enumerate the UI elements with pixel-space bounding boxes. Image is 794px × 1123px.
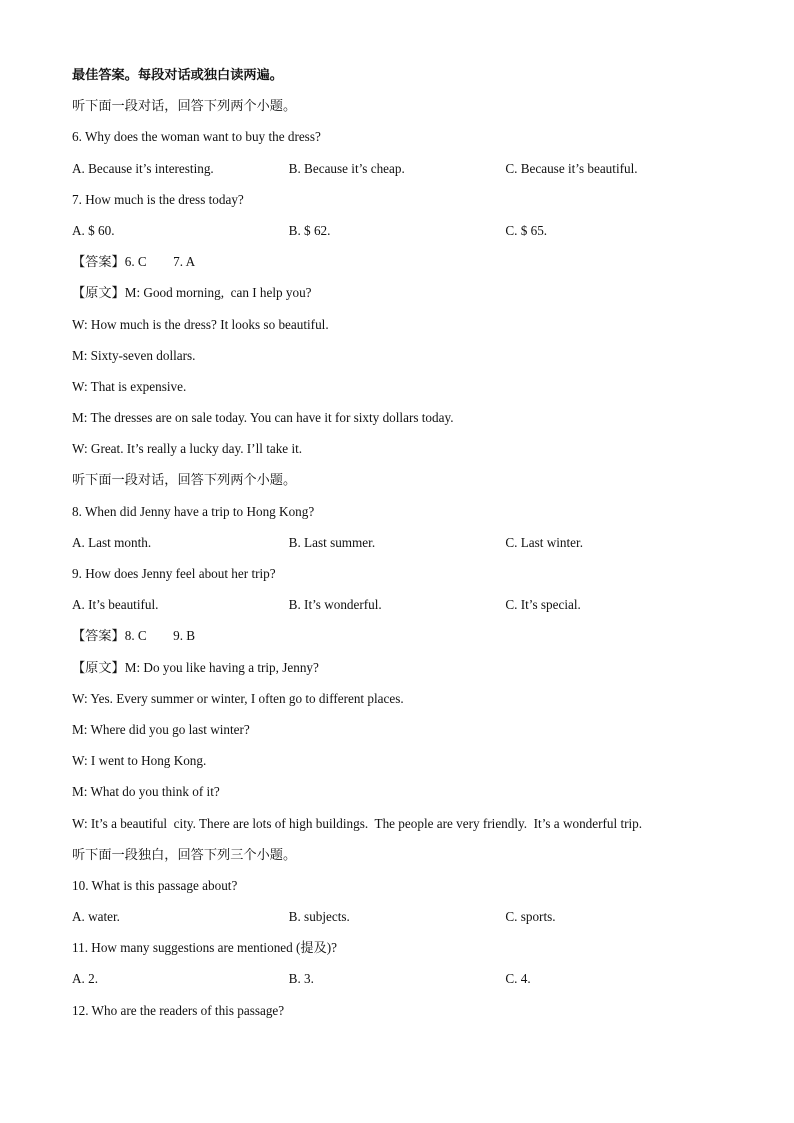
dialog2-instruction: 听下面一段对话，回答下列两个小题。 xyxy=(72,472,297,488)
question-8-options xyxy=(72,532,722,563)
option-b: B. Last summer. xyxy=(288,534,376,550)
question-6-options xyxy=(72,158,722,189)
question-11: 11. How many suggestions are mentioned (提及)? xyxy=(72,940,338,956)
transcript-line: W: Yes. Every summer or winter, I often go to different places. xyxy=(72,690,404,706)
question-9: 9. How does Jenny feel about her trip? xyxy=(72,566,276,581)
transcript-line: M: What do you think of it? xyxy=(72,784,220,800)
option-c: C. Last winter. xyxy=(505,534,583,550)
question-7: 7. How much is the dress today? xyxy=(72,191,244,207)
option-c: C. Because it’s beautiful. xyxy=(505,160,638,176)
option-a: A. It’s beautiful. xyxy=(72,597,159,613)
transcript-line: W: Great. It’s really a lucky day. I’ll take it. xyxy=(72,441,303,457)
question-10-options xyxy=(72,906,722,937)
option-c: C. $ 65. xyxy=(505,222,548,238)
option-b: B. subjects. xyxy=(288,909,350,925)
transcript-line: W: How much is the dress? It looks so beautiful. xyxy=(72,316,329,332)
intro-text: 最佳答案。每段对话或独白读两遍。 xyxy=(72,67,283,82)
option-a: A. water. xyxy=(72,909,120,925)
answer-8-9: 【答案】8. C 9. B xyxy=(72,628,196,644)
question-10: 10. What is this passage about? xyxy=(72,877,238,893)
transcript-line: M: The dresses are on sale today. You can have it for sixty dollars today. xyxy=(72,410,454,426)
transcript-line: 【原文】M: Good morning, can I help you? xyxy=(72,285,312,301)
transcript-line: W: That is expensive. xyxy=(72,378,187,394)
question-9-options xyxy=(72,594,722,625)
document-page xyxy=(72,64,722,1031)
transcript-line: M: Sixty-seven dollars. xyxy=(72,347,196,363)
option-a: A. Because it’s interesting. xyxy=(72,160,214,176)
transcript-line: 【原文】M: Do you like having a trip, Jenny? xyxy=(72,659,319,675)
option-c: C. sports. xyxy=(505,909,556,925)
transcript-line: W: I went to Hong Kong. xyxy=(72,753,207,769)
option-c: C. 4. xyxy=(505,971,531,987)
option-a: A. $ 60. xyxy=(72,222,115,238)
option-b: B. Because it’s cheap. xyxy=(288,160,405,176)
option-c: C. It’s special. xyxy=(505,597,581,613)
option-b: B. 3. xyxy=(288,971,314,987)
question-11-options xyxy=(72,968,722,999)
transcript-line: M: Where did you go last winter? xyxy=(72,721,250,737)
transcript-line: W: It’s a beautiful city. There are lots of high buildings. The people are very friendly. It’s a wonderful trip. xyxy=(72,815,643,831)
question-12: 12. Who are the readers of this passage? xyxy=(72,1002,285,1018)
question-8: 8. When did Jenny have a trip to Hong Kong? xyxy=(72,503,315,519)
option-b: B. $ 62. xyxy=(288,222,331,238)
question-7-options xyxy=(72,220,722,251)
option-a: A. 2. xyxy=(72,971,99,987)
monologue-instruction: 听下面一段独白，回答下列三个小题。 xyxy=(72,846,297,862)
option-b: B. It’s wonderful. xyxy=(288,597,382,613)
answer-6-7: 【答案】6. C 7. A xyxy=(72,254,196,270)
question-6: 6. Why does the woman want to buy the dress? xyxy=(72,129,321,145)
dialog1-instruction: 听下面一段对话，回答下列两个小题。 xyxy=(72,98,297,114)
option-a: A. Last month. xyxy=(72,534,152,550)
